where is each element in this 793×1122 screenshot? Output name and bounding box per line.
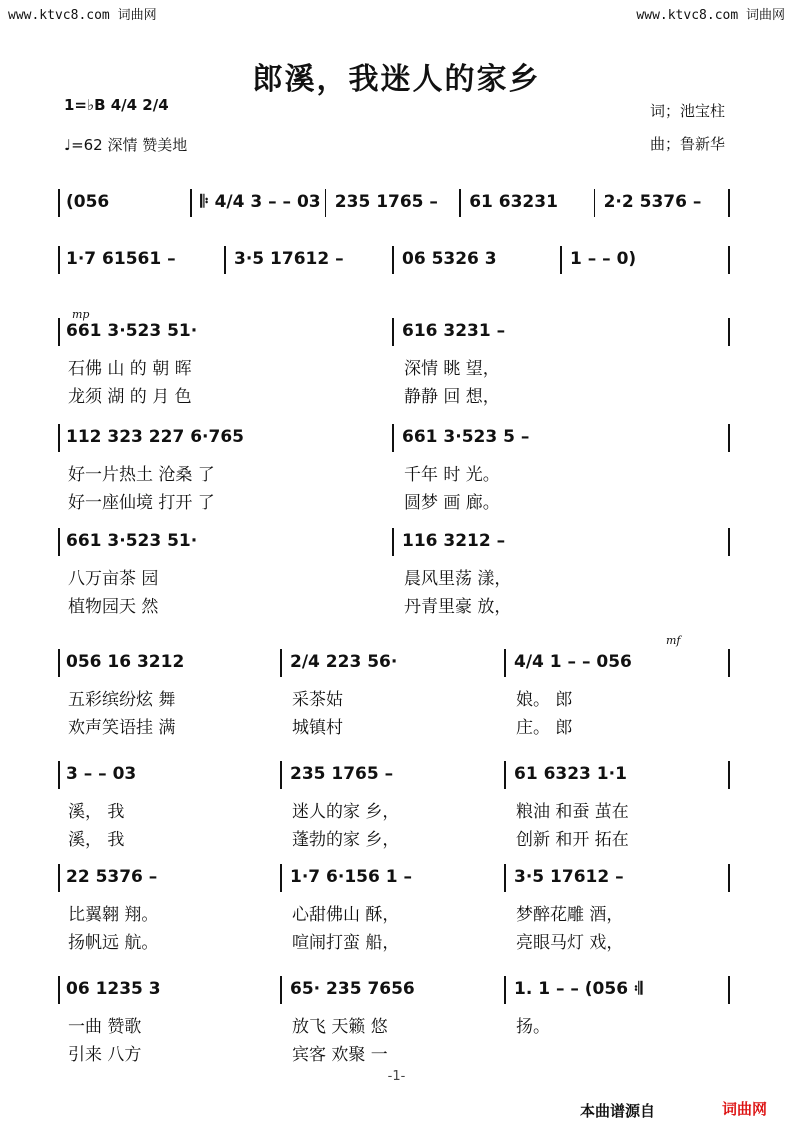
lyric-phrase: 好一片热土 沧桑 了: [68, 465, 215, 485]
barline: [504, 864, 506, 892]
measure: 661 3·523 51·: [66, 321, 198, 341]
barline: [58, 864, 60, 892]
lyric-phrase: 深情 眺 望，: [404, 359, 500, 379]
measure: 235 1765 –: [334, 192, 438, 212]
lyric-phrase: 城镇村: [292, 718, 343, 738]
lyric-phrase: 心甜佛山 酥，: [292, 905, 400, 925]
lyric-verse-1: [58, 564, 730, 590]
barline: [594, 189, 596, 217]
dynamic-mp: mp: [72, 308, 90, 321]
lyric-phrase: 好一座仙境 打开 了: [68, 493, 215, 513]
lyric-verse-2: [58, 382, 730, 408]
lyric-phrase: 石佛 山 的 朝 晖: [68, 359, 192, 379]
page-number: -1-: [387, 1069, 406, 1084]
measure: 1. 1 – – (056 𝄇: [514, 979, 643, 999]
barline: [728, 424, 730, 452]
lyric-verse-1: [58, 797, 730, 823]
measure: 𝄆 4/4 3 – – 03: [200, 192, 321, 212]
measure: 2·2 5376 –: [603, 192, 702, 212]
staff-line: [58, 858, 730, 896]
lyric-verse-2: [58, 928, 730, 954]
barline: [728, 761, 730, 789]
measure: 056 16 3212: [66, 652, 185, 672]
lyric-verse-1: [58, 460, 730, 486]
dynamic-mf: mf: [666, 634, 681, 647]
lyric-phrase: 一曲 赞歌: [68, 1017, 142, 1037]
barline: [325, 189, 327, 217]
barline: [58, 528, 60, 556]
lyric-phrase: 亮眼马灯 戏，: [516, 933, 624, 953]
lyric-phrase: 晨风里荡 漾，: [404, 569, 512, 589]
measure: 616 3231 –: [402, 321, 506, 341]
barline: [728, 649, 730, 677]
song-title: 郎溪，我迷人的家乡: [252, 62, 541, 97]
composer: 曲；鲁新华: [650, 135, 726, 153]
lyric-verse-2: [58, 488, 730, 514]
lyric-phrase: 放飞 天籁 悠: [292, 1017, 388, 1037]
measure: 65· 235 7656: [290, 979, 415, 999]
lyric-phrase: 娘。 郎: [516, 690, 573, 710]
lyric-phrase: 千年 时 光。: [404, 465, 500, 485]
lyric-verse-2: [58, 1040, 730, 1066]
footer-source: 本曲谱源自: [580, 1102, 656, 1120]
staff-line: [58, 418, 730, 456]
lyric-phrase: 宾客 欢聚 一: [292, 1045, 388, 1065]
barline: [58, 761, 60, 789]
barline: [728, 864, 730, 892]
lyric-phrase: 五彩缤纷炫 舞: [68, 690, 176, 710]
lyric-phrase: 八万亩茶 园: [68, 569, 159, 589]
barline: [280, 649, 282, 677]
lyric-verse-2: [58, 713, 730, 739]
barline: [728, 528, 730, 556]
staff-line: [58, 522, 730, 560]
measure: 1·7 6·156 1 –: [290, 867, 412, 887]
barline: [58, 424, 60, 452]
measure: 4/4 1 – – 056: [514, 652, 632, 672]
lyric-phrase: 蓬勃的家 乡，: [292, 830, 400, 850]
barline: [58, 976, 60, 1004]
footer-brand: 词曲网: [722, 1100, 768, 1118]
barline: [728, 246, 730, 274]
measure: 2/4 223 56·: [290, 652, 398, 672]
staff-line: [58, 970, 730, 1008]
watermark-left: www.ktvc8.com 词曲网: [8, 8, 157, 23]
measure: 61 6323 1·1: [514, 764, 627, 784]
staff-line: [58, 755, 730, 793]
lyric-verse-1: [58, 685, 730, 711]
watermark-right: www.ktvc8.com 词曲网: [636, 8, 785, 23]
barline: [280, 976, 282, 1004]
lyric-verse-2: [58, 825, 730, 851]
barline: [392, 318, 394, 346]
lyric-verse-2: [58, 592, 730, 618]
barline: [459, 189, 461, 217]
barline: [560, 246, 562, 274]
measure: 1·7 61561 –: [66, 249, 176, 269]
lyric-phrase: 迷人的家 乡，: [292, 802, 400, 822]
lyric-verse-1: [58, 354, 730, 380]
barline: [504, 649, 506, 677]
lyric-phrase: 采茶姑: [292, 690, 343, 710]
barline: [728, 318, 730, 346]
measure: 116 3212 –: [402, 531, 506, 551]
lyric-phrase: 喧闹打蛮 船，: [292, 933, 400, 953]
barline: [224, 246, 226, 274]
lyric-phrase: 溪， 我: [68, 802, 125, 822]
barline: [392, 246, 394, 274]
lyric-phrase: 植物园天 然: [68, 597, 159, 617]
barline: [504, 761, 506, 789]
measure: (056: [66, 192, 110, 212]
barline: [58, 189, 60, 217]
key-signature: 1=♭B 4/4 2/4: [64, 96, 169, 114]
measure: 235 1765 –: [290, 764, 394, 784]
lyric-phrase: 庄。 郎: [516, 718, 573, 738]
lyric-phrase: 扬帆远 航。: [68, 933, 159, 953]
measure: 661 3·523 51·: [66, 531, 198, 551]
measure: 3·5 17612 –: [234, 249, 344, 269]
barline: [280, 864, 282, 892]
tempo-marking: ♩=62 深情 赞美地: [64, 136, 188, 154]
barline: [58, 318, 60, 346]
measure: 06 1235 3: [66, 979, 161, 999]
barline: [728, 976, 730, 1004]
lyric-verse-1: [58, 1012, 730, 1038]
barline: [58, 649, 60, 677]
lyric-phrase: 扬。: [516, 1017, 550, 1037]
lyric-phrase: 创新 和开 拓在: [516, 830, 629, 850]
staff-line: [58, 240, 730, 278]
barline: [280, 761, 282, 789]
lyric-phrase: 梦醉花雕 酒，: [516, 905, 624, 925]
barline: [190, 189, 192, 217]
lyric-phrase: 龙须 湖 的 月 色: [68, 387, 192, 407]
lyric-verse-1: [58, 900, 730, 926]
measure: 61 63231: [469, 192, 558, 212]
lyric-phrase: 圆梦 画 廊。: [404, 493, 500, 513]
lyric-phrase: 丹青里豪 放，: [404, 597, 512, 617]
staff-line: [58, 643, 730, 681]
lyric-phrase: 溪， 我: [68, 830, 125, 850]
lyric-phrase: 欢声笑语挂 满: [68, 718, 176, 738]
barline: [504, 976, 506, 1004]
measure: 3·5 17612 –: [514, 867, 624, 887]
lyric-phrase: 引来 八方: [68, 1045, 142, 1065]
staff-line: [58, 183, 730, 221]
staff-line: [58, 312, 730, 350]
barline: [58, 246, 60, 274]
lyricist: 词；池宝柱: [650, 102, 726, 120]
lyric-phrase: 静静 回 想，: [404, 387, 500, 407]
measure: 06 5326 3: [402, 249, 497, 269]
measure: 112 323 227 6·765: [66, 427, 244, 447]
lyric-phrase: 比翼翱 翔。: [68, 905, 159, 925]
barline: [392, 528, 394, 556]
measure: 3 – – 03: [66, 764, 137, 784]
barline: [728, 189, 730, 217]
measure: 661 3·523 5 –: [402, 427, 530, 447]
lyric-phrase: 粮油 和蚕 茧在: [516, 802, 629, 822]
barline: [392, 424, 394, 452]
measure: 22 5376 –: [66, 867, 158, 887]
measure: 1 – – 0): [570, 249, 637, 269]
